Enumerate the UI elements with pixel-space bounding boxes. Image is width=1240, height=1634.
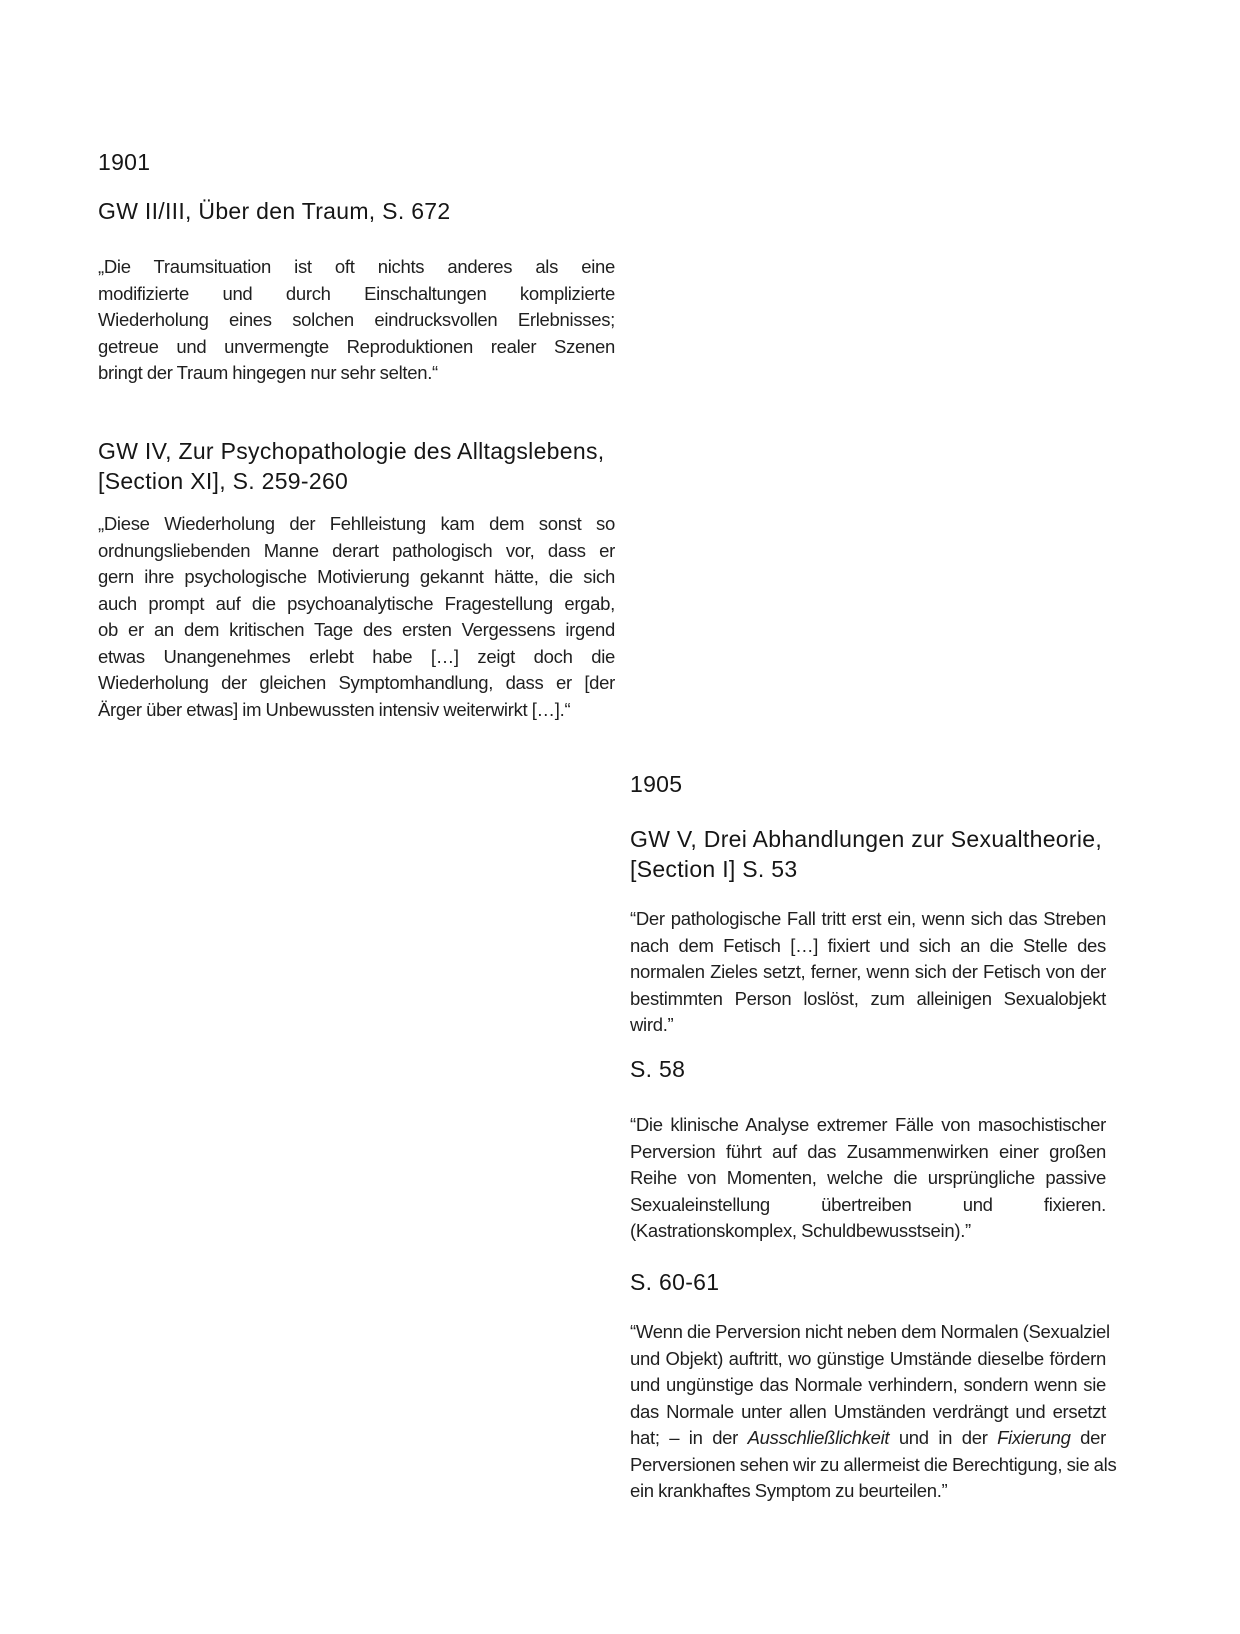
year-heading-1901: 1901: [98, 149, 151, 175]
heading-line: [Section I] S. 53: [630, 856, 798, 882]
quote-line: bestimmten Person loslöst, zum alleinigen Sexualobjekt: [630, 987, 1106, 1009]
heading-line: GW V, Drei Abhandlungen zur Sexualtheorie,: [630, 826, 1103, 852]
year-heading-1905: 1905: [630, 771, 683, 797]
quote-line: Ärger über etwas] im Unbewussten intensiv weiterwirkt […].“: [98, 698, 571, 720]
quote-line: und ungünstige das Normale verhindern, sondern wenn sie: [630, 1374, 1106, 1395]
section-heading-gw-iv-psychopathologie: [98, 436, 615, 496]
quote-paragraph-s53: [630, 906, 1106, 1039]
section-heading-gw-ii-iii-ueber-den-traum: [98, 196, 615, 226]
quote-line: Perversion führt auf das Zusammenwirken einer großen: [630, 1140, 1106, 1162]
quote-line: „Diese Wiederholung der Fehlleistung kam dem sonst so: [98, 513, 615, 534]
quote-line: wird.”: [630, 1014, 674, 1035]
quote-line: “Die klinische Analyse extremer Fälle von masochistischer: [630, 1114, 1106, 1135]
quote-line: Wiederholung der gleichen Symptomhandlung, dass er [der: [98, 672, 615, 693]
quote-paragraph-psychopathologie: [98, 511, 615, 723]
heading-line: S. 58: [630, 1056, 686, 1082]
heading-line: GW II/III, Über den Traum, S. 672: [98, 198, 451, 224]
quote-line: bringt der Traum hingegen nur sehr selten.“: [98, 362, 438, 383]
quote-line: auch prompt auf die psychoanalytische Fragestellung ergab,: [98, 592, 615, 614]
quote-line: und Objekt) auftritt, wo günstige Umstände dieselbe fördern: [630, 1347, 1106, 1369]
quote-line: das Normale unter allen Umständen verdrängt und ersetzt: [630, 1400, 1106, 1422]
quote-line: “Der pathologische Fall tritt erst ein, wenn sich das Streben: [630, 908, 1106, 929]
quote-line: ein krankhaftes Symptom zu beurteilen.”: [630, 1480, 948, 1501]
section-heading-s58: [630, 1054, 1106, 1084]
quote-line: nach dem Fetisch […] fixiert und sich an die Stelle des: [630, 934, 1106, 956]
quote-line: “Wenn die Perversion nicht neben dem Normalen (Sexualziel: [630, 1321, 1110, 1342]
quote-line: getreue und unvermengte Reproduktionen realer Szenen: [98, 335, 615, 357]
quote-paragraph-ueber-den-traum: [98, 254, 615, 387]
quote-line: Reihe von Momenten, welche die ursprüngliche passive: [630, 1167, 1106, 1188]
quote-paragraph-s58: [630, 1112, 1106, 1245]
quote-line: Perversionen sehen wir zu allermeist die Berechtigung, sie als: [630, 1453, 1117, 1475]
heading-line: S. 60-61: [630, 1269, 720, 1295]
quote-line: ordnungsliebenden Manne derart pathologisch vor, dass er: [98, 539, 615, 561]
heading-line: [Section XI], S. 259-260: [98, 468, 349, 494]
quote-line: etwas Unangenehmes erlebt habe […] zeigt doch die: [98, 645, 615, 667]
section-heading-gw-v-drei-abhandlungen: [630, 824, 1106, 884]
section-heading-s60-61: [630, 1267, 1106, 1297]
quote-line: Sexualeinstellung übertreiben und fixieren.: [630, 1193, 1106, 1215]
quote-line: hat; – in der Ausschließlichkeit und in der Fixierung der: [630, 1427, 1106, 1448]
heading-line: GW IV, Zur Psychopathologie des Alltagslebens,: [98, 438, 605, 464]
quote-line: gern ihre psychologische Motivierung gekannt hätte, die sich: [98, 566, 615, 587]
quote-line: modifizierte und durch Einschaltungen komplizierte: [98, 282, 615, 304]
quote-line: Wiederholung eines solchen eindrucksvollen Erlebnisses;: [98, 309, 615, 330]
quote-line: ob er an dem kritischen Tage des ersten Vergessens irgend: [98, 619, 615, 640]
quote-paragraph-s60-61: [630, 1319, 1117, 1505]
quote-line: (Kastrationskomplex, Schuldbewusstsein).”: [630, 1220, 971, 1241]
quote-line: „Die Traumsituation ist oft nichts anderes als eine: [98, 256, 615, 277]
quote-line: normalen Zieles setzt, ferner, wenn sich der Fetisch von der: [630, 961, 1106, 982]
